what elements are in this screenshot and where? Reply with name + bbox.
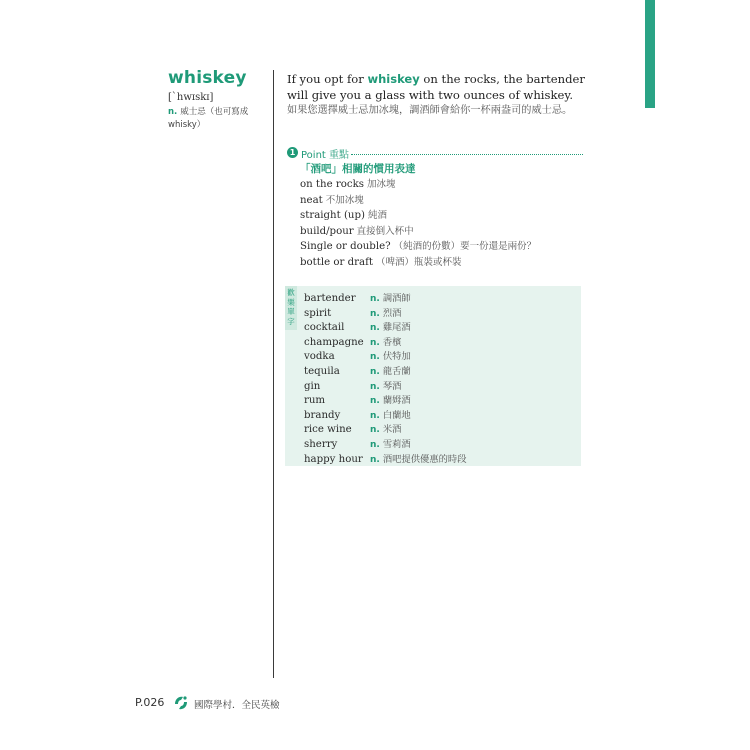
vocab-zh: 米酒 bbox=[382, 424, 402, 436]
point-item-zh: （啤酒）瓶裝或杯裝 bbox=[375, 256, 462, 268]
phonetic: [ˋhwɪskɪ] bbox=[168, 92, 214, 103]
point-item-zh: （純酒的份數）要一份還是兩份？ bbox=[393, 241, 537, 253]
vocab-pos: n. bbox=[370, 308, 380, 319]
column-divider bbox=[273, 70, 274, 678]
point-item-en: neat bbox=[300, 194, 323, 206]
point-item-en: on the rocks bbox=[300, 179, 364, 190]
definition-text: 威士忌（也可寫成 whisky） bbox=[168, 107, 249, 130]
vocab-tag-text: 歡 樂 單 字 bbox=[287, 288, 295, 326]
vocab-zh: 伏特加 bbox=[382, 351, 411, 363]
vocab-list bbox=[304, 289, 467, 464]
vocab-word: rum bbox=[304, 395, 326, 407]
vocab-row bbox=[304, 347, 467, 362]
headword: whiskey bbox=[168, 68, 247, 88]
vocab-row bbox=[304, 406, 467, 421]
vocab-word: brandy bbox=[304, 409, 341, 421]
vocab-pos: n. bbox=[370, 425, 380, 436]
point-item bbox=[300, 239, 536, 255]
point-item-en: straight (up) bbox=[300, 210, 365, 222]
vocab-pos: n. bbox=[370, 337, 380, 348]
dotted-rule bbox=[351, 154, 583, 155]
vocab-pos: n. bbox=[370, 366, 380, 377]
vocab-word: sherry bbox=[304, 438, 338, 450]
vocab-zh: 蘭姆酒 bbox=[382, 395, 411, 407]
vocab-word: bartender bbox=[304, 293, 356, 304]
point-item bbox=[300, 255, 536, 271]
vocab-zh: 琴酒 bbox=[382, 380, 402, 392]
vocab-tag bbox=[285, 286, 297, 330]
point-item-en: build/pour bbox=[300, 225, 354, 237]
vocab-pos: n. bbox=[370, 439, 380, 450]
vocab-zh: 白蘭地 bbox=[382, 409, 411, 421]
publisher-logo-icon bbox=[173, 695, 189, 711]
point-item bbox=[300, 224, 536, 240]
example-translation: 如果您選擇威士忌加冰塊，調酒師會給你一杯兩盎司的威士忌。 bbox=[287, 105, 573, 116]
vocab-pos: n. bbox=[370, 294, 380, 304]
example-before: If you opt for bbox=[287, 72, 364, 86]
vocab-row bbox=[304, 420, 467, 435]
vocab-row bbox=[304, 333, 467, 348]
example-sentence bbox=[287, 71, 587, 103]
point-item bbox=[300, 177, 536, 193]
point-list bbox=[300, 177, 536, 271]
vocab-pos: n. bbox=[370, 410, 380, 421]
vocab-pos: n. bbox=[370, 454, 380, 465]
vocab-zh: 調酒師 bbox=[382, 293, 411, 304]
point-heading: 「酒吧」相關的慣用表達 bbox=[300, 163, 416, 175]
vocab-word: vodka bbox=[304, 351, 335, 363]
point-item-zh: 純酒 bbox=[367, 210, 387, 222]
vocab-word: champagne bbox=[304, 336, 364, 348]
vocab-row bbox=[304, 289, 467, 304]
vocab-row bbox=[304, 362, 467, 377]
page-number: P.026 bbox=[135, 696, 165, 709]
vocab-row bbox=[304, 377, 467, 392]
accent-bar bbox=[645, 0, 655, 108]
example-after: on the rocks, the bartender will give you a glass with two ounces of whiskey. bbox=[287, 72, 585, 102]
vocab-word: happy hour bbox=[304, 453, 363, 465]
vocab-pos: n. bbox=[370, 352, 380, 363]
vocab-word: rice wine bbox=[304, 424, 352, 436]
point-title: Point 重點 bbox=[301, 150, 350, 161]
point-item-en: Single or double? bbox=[300, 241, 391, 253]
vocab-row bbox=[304, 391, 467, 406]
publisher-name: 國際學村．全民英檢 bbox=[194, 700, 280, 711]
vocab-word: cocktail bbox=[304, 322, 345, 334]
vocab-word: spirit bbox=[304, 307, 332, 319]
vocab-zh: 酒吧提供優惠的時段 bbox=[382, 453, 467, 465]
point-item-zh: 直接倒入杯中 bbox=[356, 225, 414, 237]
point-item-zh: 加冰塊 bbox=[366, 179, 396, 190]
point-item-en: bottle or draft bbox=[300, 256, 373, 268]
vocab-zh: 雞尾酒 bbox=[382, 322, 411, 334]
vocab-row bbox=[304, 318, 467, 333]
vocab-word: gin bbox=[304, 380, 321, 392]
point-item-zh: 不加冰塊 bbox=[325, 194, 364, 206]
vocab-row bbox=[304, 450, 467, 465]
vocab-box bbox=[285, 286, 581, 466]
part-of-speech: n. bbox=[168, 107, 178, 117]
point-number-icon: 1 bbox=[287, 147, 298, 158]
point-header bbox=[287, 147, 583, 159]
vocab-zh: 雪莉酒 bbox=[382, 438, 411, 450]
vocab-word: tequila bbox=[304, 365, 340, 377]
definition bbox=[168, 106, 264, 132]
vocab-pos: n. bbox=[370, 381, 380, 392]
point-item bbox=[300, 193, 536, 209]
vocab-pos: n. bbox=[370, 396, 380, 407]
vocab-row bbox=[304, 435, 467, 450]
vocab-pos: n. bbox=[370, 323, 380, 334]
point-item bbox=[300, 208, 536, 224]
vocab-zh: 龍舌蘭 bbox=[382, 365, 411, 377]
vocab-row bbox=[304, 304, 467, 319]
vocab-zh: 香檳 bbox=[382, 336, 402, 348]
vocab-zh: 烈酒 bbox=[382, 307, 402, 319]
example-keyword: whiskey bbox=[367, 72, 420, 86]
